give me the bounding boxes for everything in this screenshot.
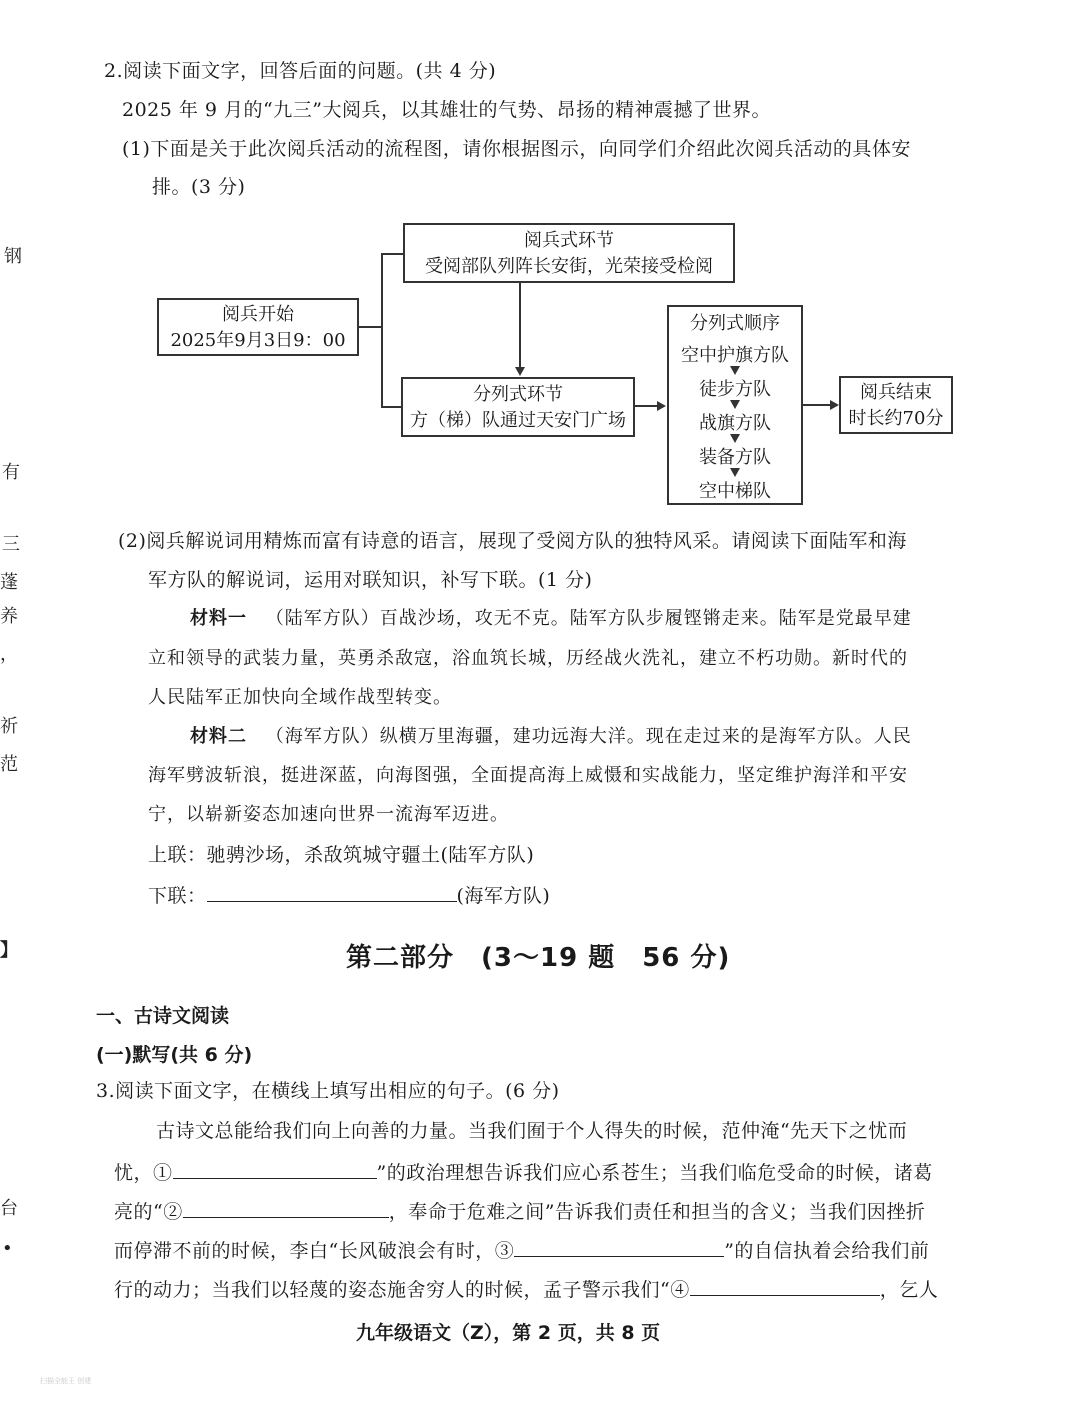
material-one-label: 材料一 xyxy=(190,608,247,629)
material-one-line2: 立和领导的武装力量，英勇杀敌寇，浴血筑长城，历经战火洗礼，建立不朽功勋。新时代的 xyxy=(148,648,908,669)
q2-sub2-line2: 军方队的解说词，运用对联知识，补写下联。(1 分) xyxy=(148,569,593,591)
edge-char: 有 xyxy=(2,462,20,483)
flow-arrow xyxy=(830,400,839,410)
q3-text: 忧，① xyxy=(114,1162,173,1184)
q2-sub2-line1: (2)阅兵解说词用精炼而富有诗意的语言，展现了受阅方队的独特风采。请阅读下面陆军和海 xyxy=(118,530,907,552)
edge-char: 祈 xyxy=(0,716,18,737)
upper-couplet: 上联：驰骋沙场，杀敌筑城守疆土(陆军方队) xyxy=(148,844,535,866)
q3-line5 xyxy=(114,1275,938,1303)
lower-couplet-tag: (海军方队) xyxy=(456,885,551,907)
flow-arrow xyxy=(730,400,740,409)
part-two-title: 第二部分 (3～19 题 56 分) xyxy=(346,943,731,973)
material-two-text: （海军方队）纵横万里海疆，建功远海大洋。现在走过来的是海军方队。人民 xyxy=(265,726,912,747)
flow-arrow xyxy=(730,366,740,375)
flow-arrow xyxy=(730,468,740,477)
q3-text: 行的动力；当我们以轻蔑的姿态施舍穷人的时候，孟子警示我们“④ xyxy=(114,1279,690,1301)
q2-title: 2.阅读下面文字，回答后面的问题。(共 4 分) xyxy=(104,60,497,82)
edge-char: ， xyxy=(0,644,18,665)
flow-parade-box xyxy=(401,377,635,437)
flow-connector xyxy=(803,404,830,406)
material-two-line3: 宁，以崭新姿态加速向世界一流海军迈进。 xyxy=(148,804,509,825)
flow-connector xyxy=(359,326,381,328)
flow-review-box xyxy=(403,223,735,283)
material-two-line2: 海军劈波斩浪，挺进深蓝，向海图强，全面提高海上威慑和实战能力，坚定维护海洋和平安 xyxy=(148,765,908,786)
flow-order-title: 分列式顺序 xyxy=(690,313,780,334)
flow-connector xyxy=(519,283,521,367)
blank-2[interactable] xyxy=(183,1197,389,1218)
flow-connector xyxy=(381,406,401,408)
flow-parade-title: 分列式环节 xyxy=(473,384,563,405)
flow-connector xyxy=(381,253,403,255)
blank-3[interactable] xyxy=(514,1236,724,1257)
edge-char: 】 xyxy=(0,940,18,961)
q3-line4 xyxy=(114,1236,929,1264)
q3-line3 xyxy=(114,1197,925,1225)
material-one-line1 xyxy=(190,606,912,632)
q3-text: ”的政治理想告诉我们应心系苍生；当我们临危受命的时候，诸葛 xyxy=(376,1162,933,1184)
lower-couplet-label: 下联： xyxy=(148,885,207,907)
material-two-label: 材料二 xyxy=(190,726,247,747)
flow-start-time: 2025年9月3日9：00 xyxy=(170,330,346,351)
q3-text: 亮的“② xyxy=(114,1201,183,1223)
q2-sub1-line2: 排。(3 分) xyxy=(152,176,246,198)
edge-char: 蓬 xyxy=(0,572,18,593)
material-two-line1 xyxy=(190,724,912,750)
flow-parade-desc: 方（梯）队通过天安门广场 xyxy=(410,410,626,431)
flow-start-box xyxy=(157,298,359,356)
edge-char: 范 xyxy=(0,754,18,775)
lower-couplet-line xyxy=(148,881,550,909)
q3-text: 而停滞不前的时候，李白“长风破浪会有时，③ xyxy=(114,1240,515,1262)
blank-4[interactable] xyxy=(690,1275,880,1296)
flow-end-box xyxy=(839,376,953,434)
edge-char: 钢 xyxy=(4,246,22,267)
flow-connector xyxy=(381,253,383,408)
flow-arrow xyxy=(515,367,525,376)
flow-order-item: 空中护旗方队 xyxy=(681,345,789,366)
q3-line2 xyxy=(114,1158,933,1186)
flow-start-title: 阅兵开始 xyxy=(222,304,294,325)
lower-couplet-blank[interactable] xyxy=(207,881,457,902)
edge-char: 养 xyxy=(0,606,18,627)
section-ancient-poetry: 一、古诗文阅读 xyxy=(96,1005,230,1027)
flow-review-title: 阅兵式环节 xyxy=(524,230,614,251)
flow-order-item: 徒步方队 xyxy=(699,379,771,400)
flow-connector xyxy=(635,405,657,407)
flow-order-item: 空中梯队 xyxy=(699,481,771,502)
watermark: 扫描全能王 创建 xyxy=(40,1377,92,1385)
blank-1[interactable] xyxy=(173,1158,377,1179)
q3-text: ”的自信执着会给我们前 xyxy=(724,1240,930,1262)
flow-end-title: 阅兵结束 xyxy=(860,382,932,403)
flow-order-item: 战旗方队 xyxy=(699,413,771,434)
flow-order-item: 装备方队 xyxy=(699,447,771,468)
subsection-recitation: (一)默写(共 6 分) xyxy=(96,1044,253,1066)
q3-text: ，奉命于危难之间”告诉我们责任和担当的含义；当我们因挫折 xyxy=(388,1201,926,1223)
q3-text: ，乞人 xyxy=(879,1279,939,1301)
q2-sub1-line1: (1)下面是关于此次阅兵活动的流程图，请你根据图示，向同学们介绍此次阅兵活动的具体安 xyxy=(122,138,911,160)
edge-char: • xyxy=(2,1238,13,1259)
q3-title: 3.阅读下面文字，在横线上填写出相应的句子。(6 分) xyxy=(96,1080,560,1102)
material-one-text: （陆军方队）百战沙场，攻无不克。陆军方队步履铿锵走来。陆军是党最早建 xyxy=(265,608,912,629)
flow-arrow xyxy=(730,434,740,443)
q3-line1: 古诗文总能给我们向上向善的力量。当我们囿于个人得失的时候，范仲淹“先天下之忧而 xyxy=(156,1120,908,1142)
flow-arrow xyxy=(657,401,666,411)
flow-end-desc: 时长约70分 xyxy=(848,408,944,429)
q2-intro: 2025 年 9 月的“九三”大阅兵，以其雄壮的气势、昂扬的精神震撼了世界。 xyxy=(122,99,771,121)
edge-char: 三 xyxy=(2,534,20,555)
edge-char: 台 xyxy=(0,1198,18,1219)
material-one-line3: 人民陆军正加快向全域作战型转变。 xyxy=(148,687,452,708)
flow-review-desc: 受阅部队列阵长安街，光荣接受检阅 xyxy=(425,256,713,277)
page-footer: 九年级语文（Z），第 2 页，共 8 页 xyxy=(356,1322,661,1344)
